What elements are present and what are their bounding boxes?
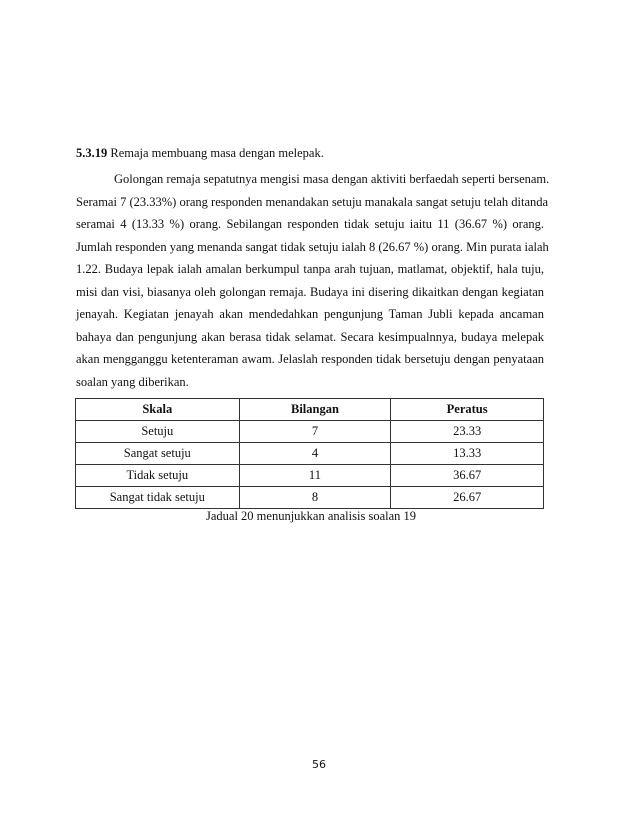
cell-bilangan: 7	[239, 421, 391, 443]
cell-bilangan: 11	[239, 465, 391, 487]
cell-skala: Tidak setuju	[76, 465, 240, 487]
header-peratus: Peratus	[391, 399, 544, 421]
table-row	[76, 465, 544, 487]
section-heading	[76, 146, 324, 161]
page-number: 56	[312, 758, 326, 771]
paragraph-line: jenayah. Kegiatan jenayah akan mendedahkan pengunjung Taman Jubli kepada ancaman	[76, 307, 544, 321]
caption-text: Jadual 20 menunjukkan analisis soalan 19	[205, 509, 417, 523]
paragraph-line: 1.22. Budaya lepak ialah amalan berkumpul tanpa arah tujuan, matlamat, objektif, hala tuju,	[76, 262, 544, 276]
cell-peratus: 36.67	[391, 465, 544, 487]
table-header-row	[76, 399, 544, 421]
paragraph-line: Seramai 7 (23.33%) orang responden menandakan setuju manakala sangat setuju telah ditanda	[76, 194, 549, 209]
paragraph-line: Jumlah responden yang menanda sangat tidak setuju ialah 8 (26.67 %) orang. Min purata ialah	[76, 239, 549, 254]
cell-skala: Setuju	[76, 421, 240, 443]
paragraph-line: soalan yang diberikan.	[76, 374, 189, 389]
paragraph-line: bahaya dan pengunjung akan berasa tidak selamat. Secara kesimpualnnya, budaya melepak	[76, 329, 544, 344]
cell-peratus: 23.33	[391, 421, 544, 443]
paragraph-line: akan mengganggu ketenteraman awam. Jelaslah responden tidak bersetuju dengan penyataan	[76, 352, 544, 366]
paragraph-line: seramai 4 (13.33 %) orang. Sebilangan responden tidak setuju iaitu 11 (36.67 %) orang.	[76, 217, 544, 231]
cell-skala: Sangat setuju	[76, 443, 240, 465]
table-caption	[0, 509, 638, 524]
header-skala: Skala	[76, 399, 240, 421]
table-row	[76, 443, 544, 465]
cell-bilangan: 4	[239, 443, 391, 465]
cell-bilangan: 8	[239, 487, 391, 509]
cell-peratus: 26.67	[391, 487, 544, 509]
cell-skala: Sangat tidak setuju	[76, 487, 240, 509]
table-row	[76, 487, 544, 509]
cell-peratus: 13.33	[391, 443, 544, 465]
paragraph-line: misi dan visi, biasanya oleh golongan remaja. Budaya ini disering dikaitkan dengan kegiatan	[76, 284, 544, 299]
analysis-table	[75, 398, 544, 509]
paragraph-line: Golongan remaja sepatutnya mengisi masa dengan aktiviti berfaedah seperti bersenam.	[114, 172, 550, 186]
section-number: 5.3.19	[76, 146, 108, 160]
table-row	[76, 421, 544, 443]
section-title: Remaja membuang masa dengan melepak.	[110, 146, 324, 160]
body-paragraph	[76, 168, 550, 393]
header-bilangan: Bilangan	[239, 399, 391, 421]
